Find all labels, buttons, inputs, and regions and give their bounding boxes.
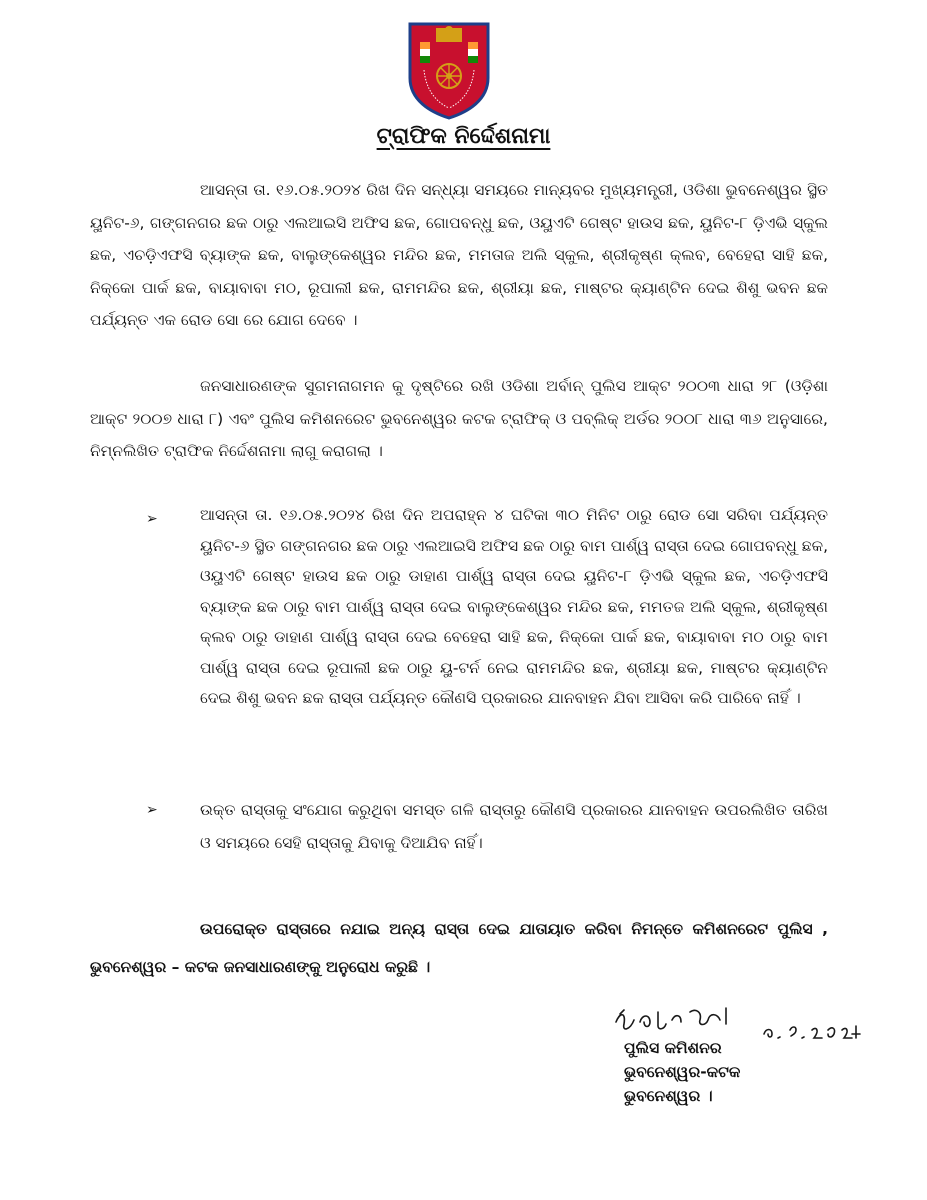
- signatory-designation: ପୁଲିସ କମିଶନର: [624, 1039, 722, 1057]
- arrow-bullet-icon: ➢: [146, 511, 158, 527]
- intro-paragraph: ଆସନ୍ତା ତା. ୧୬.୦୫.୨୦୨୪ ରିଖ ଦିନ ସନ୍ଧ୍ୟା ସମୟରେ ମାନ୍ୟବର ମୁଖ୍ୟମନ୍ତ୍ରୀ, ଓଡିଶା ଭୁବନେଶ୍ୱର ସ୍ଥିତ ୟୁନିଟ-୬, ଗଙ୍ଗନଗର ଛକ ଠାରୁ ଏଲଆଇସି ଅଫିସ ଛକ, ଗୋପବନ୍ଧୁ ଛକ, ଓୟୁଏଟି ଗେଷ୍ଟ ହାଉସ ଛକ, ୟୁନିଟ-୮ ଡ଼ିଏଭି ସ୍କୁଲ ଛକ, ଏଚଡ଼ିଏଫସି ବ୍ୟାଙ୍କ ଛକ, ବାଲୁଙ୍କେଶ୍ୱର ମନ୍ଦିର ଛକ, ମମତାଜ ଅଲି ସ୍କୁଲ, ଶ୍ରୀକୃଷ୍ଣ କ୍ଲବ, ବେହେରା ସାହି ଛକ, ନିକ୍କୋ ପାର୍କ ଛକ, ବାୟାବାବା ମଠ, ରୂପାଲୀ ଛକ, ରାମମନ୍ଦିର ଛକ, ଶ୍ରୀୟା ଛକ, ମାଷ୍ଟର କ୍ୟାଣ୍ଟିନ ଦେଇ ଶିଶୁ ଭବନ ଛକ ପର୍ଯ୍ୟନ୍ତ ଏକ ରୋଡ ସୋ ରେ ଯୋଗ ଦେବେ ।: [90, 181, 828, 329]
- signatory-city: ଭୁବନେଶ୍ୱର ।: [624, 1087, 713, 1105]
- arrow-bullet-icon: ➢: [146, 802, 158, 818]
- restriction-bullet-1: ଆସନ୍ତା ତା. ୧୬.୦୫.୨୦୨୪ ରିଖ ଦିନ ଅପରାହ୍ନ ୪ ଘଟିକା ୩୦ ମିନିଟ ଠାରୁ ରୋଡ ସୋ ସରିବା ପର୍ଯ୍ୟନ୍ତ ୟୁନିଟ-୬ ସ୍ଥିତ ଗଙ୍ଗନଗର ଛକ ଠାରୁ ଏଲଆଇସି ଅଫିସ ଛକ ଠାରୁ ବାମ ପାର୍ଶ୍ୱ ରାସ୍ତା ଦେଇ ଗୋପବନ୍ଧୁ ଛକ, ଓୟୁଏଟି ଗେଷ୍ଟ ହାଉସ ଛକ ଠାରୁ ଡାହାଣ ପାର୍ଶ୍ୱ ରାସ୍ତା ଦେଇ ୟୁନିଟ-୮ ଡ଼ିଏଭି ସ୍କୁଲ ଛକ, ଏଚଡ଼ିଏଫସି ବ୍ୟାଙ୍କ ଛକ ଠାରୁ ବାମ ପାର୍ଶ୍ୱ ରାସ୍ତା ଦେଇ ବାଲୁଙ୍କେଶ୍ୱର ମନ୍ଦିର ଛକ, ମମତଜ ଅଲି ସ୍କୁଲ, ଶ୍ରୀକୃଷ୍ଣ କ୍ଲବ ଠାରୁ ଡାହାଣ ପାର୍ଶ୍ୱ ରାସ୍ତା ଦେଇ ବେହେରା ସାହି ଛକ, ନିକ୍କୋ ପାର୍କ ଛକ, ବାୟାବାବା ମଠ ଠାରୁ ବାମ ପାର୍ଶ୍ୱ ରାସ୍ତା ଦେଇ ରୂପାଲୀ ଛକ ଠାରୁ ୟୁ-ଟର୍ନ ନେଇ ରାମମନ୍ଦିର ଛକ, ଶ୍ରୀୟା ଛକ, ମାଷ୍ଟର କ୍ୟାଣ୍ଟିନ ଦେଇ ଶିଶୁ ଭବନ ଛକ ରାସ୍ତା ପର୍ଯ୍ୟନ୍ତ କୌଣସି ପ୍ରକାରର ଯାନବାହନ ଯିବା ଆସିବା କରି ପାରିବେ ନାହିଁ ।: [200, 506, 828, 707]
- public-request-paragraph: ଉପରୋକ୍ତ ରାସ୍ତାରେ ନଯାଇ ଅନ୍ୟ ରାସ୍ତା ଦେଇ ଯାତାୟାତ କରିବା ନିମନ୍ତେ କମିଶନରେଟ ପୁଲିସ , ଭୁବନେଶ୍ୱର – କଟକ ଜନସାଧାରଣଙ୍କୁ ଅନୁରୋଧ କରୁଛି ।: [90, 920, 828, 976]
- police-emblem-icon: [406, 20, 492, 120]
- restriction-bullet-2: ଉକ୍ତ ରାସ୍ତାକୁ ସଂଯୋଗ କରୁଥିବା ସମସ୍ତ ଗଳି ରାସ୍ତାରୁ କୌଣସି ପ୍ରକାରର ଯାନବାହନ ଉପରଲିଖିତ ତାରିଖ ଓ ସମୟରେ ସେହି ରାସ୍ତାକୁ ଯିବାକୁ ଦିଆଯିବ ନାହିଁ।: [200, 801, 828, 852]
- page-title: ଟ୍ରାଫିକ ନିର୍ଦ୍ଦେଶନାମା: [376, 124, 551, 149]
- signatory-office: ଭୁବନେଶ୍ୱର-କଟକ: [624, 1063, 741, 1081]
- legal-basis-paragraph: ଜନସାଧାରଣଙ୍କ ସୁଗମନାଗମନ କୁ ଦୃଷ୍ଟିରେ ରଖି ଓଡିଶା ଅର୍ବାନ୍ ପୁଲିସ ଆକ୍ଟ ୨୦୦୩ ଧାରା ୨୮ (ଓଡ଼ିଶା ଆକ୍ଟ ୨୦୦୭ ଧାରା ୮) ଏବଂ ପୁଲିସ କମିଶନରେଟ ଭୁବନେଶ୍ୱର କଟକ ଟ୍ରାଫିକ୍ ଓ ପବ୍ଲିକ୍ ଅର୍ଡର ୨୦୦୮ ଧାରା ୩୬ ଅନୁସାରେ, ନିମ୍ନଲିଖିତ ଟ୍ରାଫିକ ନିର୍ଦ୍ଦେଶନାମା ଲାଗୁ କରାଗଲା ।: [90, 377, 828, 460]
